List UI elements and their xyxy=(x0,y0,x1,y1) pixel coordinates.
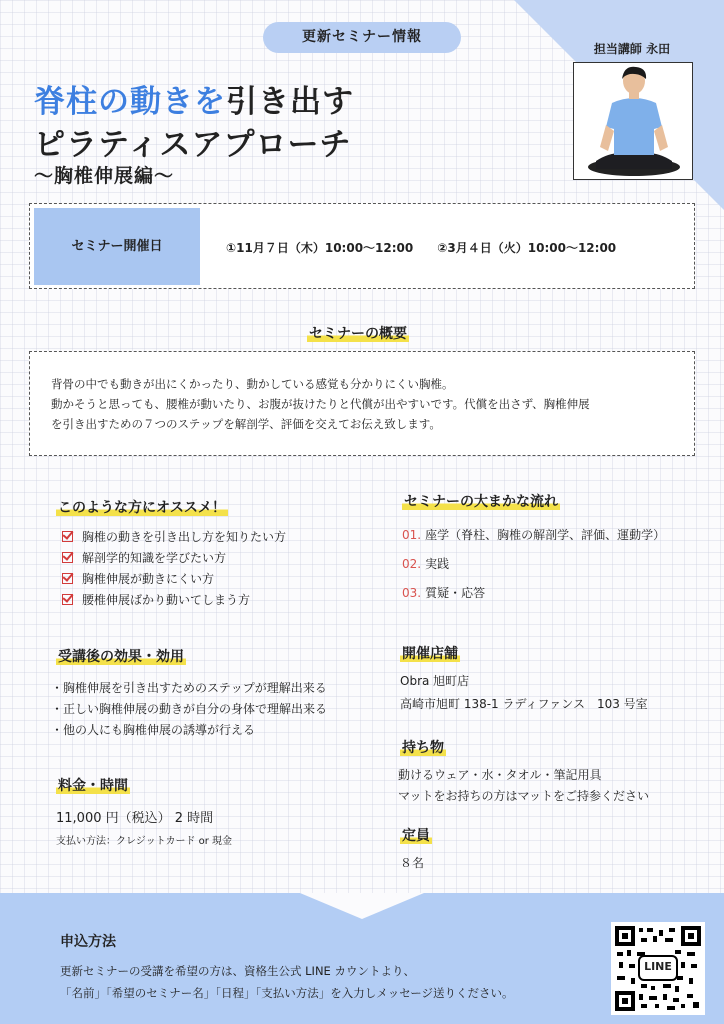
capacity-value: ８名 xyxy=(400,856,425,870)
title-subtitle: 〜胸椎伸展編〜 xyxy=(34,165,175,187)
recommend-title: このような方にオススメ！ xyxy=(58,500,226,516)
venue-name: Obra 旭町店 xyxy=(400,674,470,688)
list-item: 02. 実践 xyxy=(402,557,450,571)
bring-line-2: マットをお持ちの方はマットをご持参ください xyxy=(398,789,650,803)
apply-line-2: 「名前」「希望のセミナー名」「日程」「支払い方法」を入力しメッセージ送りください。 xyxy=(60,986,514,1000)
price-value: 11,000 円（税込） 2 時間 xyxy=(56,811,214,826)
title-line-1 xyxy=(34,76,354,121)
flow-list xyxy=(402,524,665,611)
list-item: 01. 座学（脊柱、胸椎の解剖学、評価、運動学） xyxy=(402,528,666,542)
checkbox-icon xyxy=(62,531,73,542)
venue-title: 開催店舗 xyxy=(402,646,458,662)
instructor-label: 担当講師 永田 xyxy=(593,42,671,56)
list-item: ・胸椎伸展を引き出すためのステップが理解出来る xyxy=(51,681,327,695)
checkbox-icon xyxy=(62,594,73,605)
effects-list xyxy=(51,678,327,741)
instructor-photo xyxy=(573,62,693,180)
list-item: ・他の人にも胸椎伸展の誘導が行える xyxy=(51,723,256,737)
venue-address: 高崎市旭町 138-1 ラディファンス 103 号室 xyxy=(400,697,648,711)
overview-line: 動かそうと思っても、腰椎が動いたり、お腹が抜けたりと代償が出やすいです。代償を出さず、胸椎伸展 xyxy=(51,397,590,411)
title-line-2: ピラティスアプローチ xyxy=(34,127,352,163)
list-item: 胸椎の動きを引き出し方を知りたい方 xyxy=(62,527,286,548)
list-item: ・正しい胸椎伸展の動きが自分の身体で理解出来る xyxy=(51,702,328,716)
apply-title: 申込方法 xyxy=(60,934,116,950)
bring-title: 持ち物 xyxy=(402,740,444,756)
line-qr-code[interactable] xyxy=(611,922,705,1015)
effects-title: 受講後の効果・効用 xyxy=(58,649,184,665)
apply-line-1: 更新セミナーの受講を希望の方は、資格生公式 LINE カウントより、 xyxy=(60,964,415,978)
list-item: 胸椎伸展が動きにくい方 xyxy=(62,569,286,590)
overview-box xyxy=(29,351,695,456)
list-item: 腰椎伸展ばかり動いてしまう方 xyxy=(62,590,286,611)
overview-line: を引き出すための７つのステップを解剖学、評価を交えてお伝え致します。 xyxy=(51,417,441,431)
title-rest: 引き出す xyxy=(226,84,354,120)
qr-line-label: LINE xyxy=(644,960,672,973)
list-item: 解剖学的知識を学びたい方 xyxy=(62,548,286,569)
title-highlight: 脊柱の動きを xyxy=(34,84,226,120)
section-notch xyxy=(300,893,424,919)
capacity-title: 定員 xyxy=(402,828,430,844)
bring-line-1: 動けるウェア・水・タオル・筆記用具 xyxy=(398,768,602,782)
seminar-badge: 更新セミナー情報 xyxy=(263,22,461,53)
overview-title: セミナーの概要 xyxy=(309,326,407,342)
recommend-list xyxy=(62,527,286,611)
payment-method: 支払い方法：クレジットカード or 現金 xyxy=(56,836,233,847)
schedule-box xyxy=(29,203,695,289)
checkbox-icon xyxy=(62,552,73,563)
price-title: 料金・時間 xyxy=(58,778,128,794)
overview-line: 背骨の中でも動きが出にくかったり、動かしている感覚も分かりにくい胸椎。 xyxy=(51,377,454,391)
person-illustration xyxy=(574,63,693,180)
checkbox-icon xyxy=(62,573,73,584)
schedule-label: セミナー開催日 xyxy=(34,208,200,285)
flow-title: セミナーの大まかな流れ xyxy=(404,494,558,510)
list-item: 03. 質疑・応答 xyxy=(402,586,486,600)
schedule-dates: ①11月７日（木）10:00〜12:00 ②3月４日（火）10:00〜12:00 xyxy=(226,241,617,255)
